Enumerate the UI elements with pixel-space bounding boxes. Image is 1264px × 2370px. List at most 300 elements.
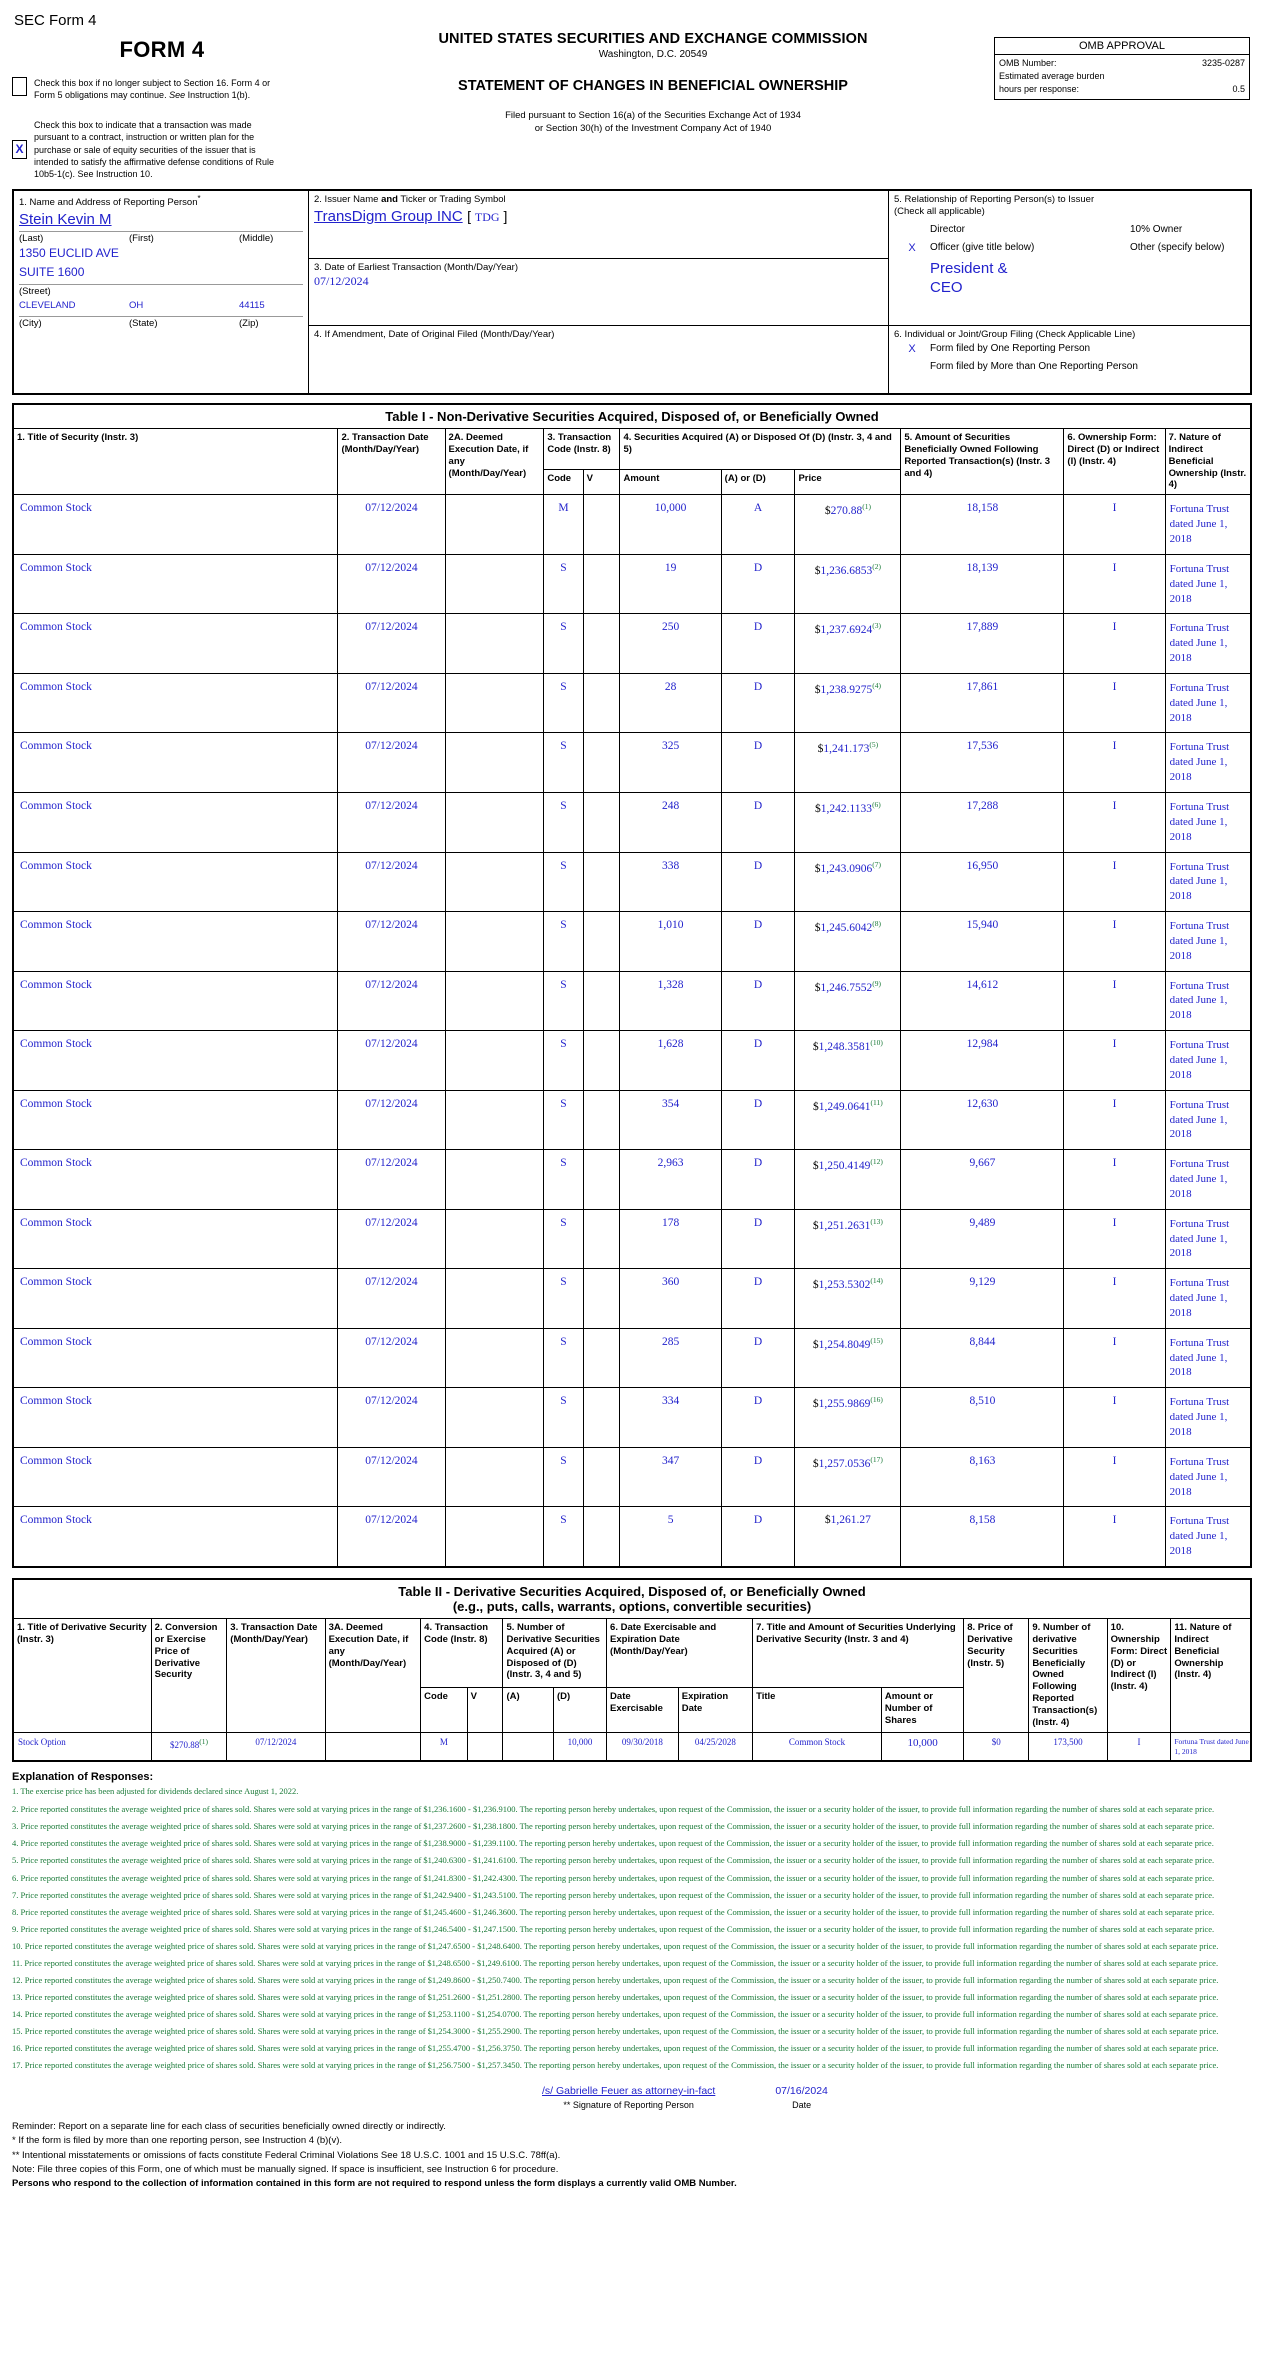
officer-title-line-1: President &: [930, 260, 1008, 278]
form-number: FORM 4: [119, 37, 205, 62]
city-state-zip-labels: [19, 316, 303, 329]
officer-checkmark: X: [908, 241, 916, 254]
cell-amount: 5: [620, 1507, 721, 1567]
th-nature-indirect-ownership: 7. Nature of Indirect Beneficial Ownership (Instr. 4): [1165, 428, 1251, 494]
city-value: CLEVELAND: [19, 300, 76, 312]
cell-transaction-code: S: [544, 1328, 583, 1388]
cell-acquired-disposed: D: [721, 852, 795, 912]
agency-city: Washington, D.C. 20549: [598, 49, 708, 60]
cell-amount: 250: [620, 614, 721, 674]
signature-name-caption: ** Signature of Reporting Person: [563, 2100, 694, 2111]
th-securities-acquired-disposed: 4. Securities Acquired (A) or Disposed Of (D) (Instr. 3, 4 and 5): [620, 428, 901, 469]
cell-ownership-form: I: [1064, 1507, 1165, 1567]
cell-acquired-disposed: D: [721, 1269, 795, 1329]
cell-security-title: Common Stock: [13, 1209, 338, 1269]
label-middle: (Middle): [239, 233, 274, 245]
table-row: [13, 1031, 1251, 1091]
cell-transaction-code: S: [544, 733, 583, 793]
table-row: [13, 673, 1251, 733]
cell-transaction-code: M: [544, 495, 583, 555]
document-footer: [12, 2120, 1252, 2191]
cell2-transaction-date: 07/12/2024: [227, 1732, 325, 1761]
th2-underlying-amount: Amount or Number of Shares: [881, 1688, 963, 1733]
cell-amount: 1,628: [620, 1031, 721, 1091]
th2-nature-indirect-ownership: 11. Nature of Indirect Beneficial Ownership (Instr. 4): [1171, 1618, 1251, 1732]
cell-transaction-date: 07/12/2024: [338, 554, 445, 614]
th-ownership-form: 6. Ownership Form: Direct (D) or Indirect (I) (Instr. 4): [1064, 428, 1165, 494]
one-person-checkmark: X: [908, 343, 916, 356]
cell-v: [583, 733, 620, 793]
table-row: [13, 1447, 1251, 1507]
cell2-transaction-code: M: [421, 1732, 467, 1761]
table-row: [13, 495, 1251, 555]
cell-ownership-form: I: [1064, 1031, 1165, 1091]
reporting-person-name-link[interactable]: Stein Kevin M: [19, 211, 112, 229]
cell-transaction-date: 07/12/2024: [338, 1031, 445, 1091]
cell-ownership-form: I: [1064, 852, 1165, 912]
cell-transaction-code: S: [544, 971, 583, 1031]
box-5-label-1: 5. Relationship of Reporting Person(s) to Issuer: [894, 193, 1095, 205]
cell-ownership-form: I: [1064, 1090, 1165, 1150]
cell-deemed-date: [445, 1269, 544, 1329]
box-5-label-2: (Check all applicable): [894, 206, 985, 218]
cell-transaction-code: S: [544, 1447, 583, 1507]
cell-transaction-date: 07/12/2024: [338, 1209, 445, 1269]
cell-transaction-date: 07/12/2024: [338, 1447, 445, 1507]
cell-ownership-form: I: [1064, 793, 1165, 853]
cell-acquired-disposed: D: [721, 971, 795, 1031]
cell-acquired-disposed: D: [721, 554, 795, 614]
cell-deemed-date: [445, 1209, 544, 1269]
cell-price: $1,242.1133$^{(6)}$: [795, 793, 901, 853]
cell-nature-indirect: Fortuna Trust dated June 1, 2018: [1165, 852, 1251, 912]
table-row: [13, 1090, 1251, 1150]
explanation-note: 13. Price reported constitutes the average weighted price of shares sold. Shares were sold at varying prices in the range of $1,251.2600 - $1,251.2800. The reporting person hereby undertakes, upon request of the Commission, the issuer or a security holder of the issuer, to provide full information regarding the number of shares sold at each separate price.: [12, 1991, 1219, 2002]
cell-ownership-form: I: [1064, 554, 1165, 614]
cell-transaction-code: S: [544, 554, 583, 614]
box-2-label-a: 2. Issuer Name: [314, 193, 382, 205]
zip-value: 44115: [239, 300, 265, 312]
box-1-label-text: 1. Name and Address of Reporting Person: [19, 197, 198, 209]
th2-expiration-date: Expiration Date: [678, 1688, 752, 1733]
signature-block: [12, 2085, 1252, 2110]
cell-ownership-form: I: [1064, 673, 1165, 733]
table-1-body: [13, 495, 1251, 1567]
box-1-label: 1. Name and Address of Reporting Person*: [19, 193, 201, 209]
table-row: [13, 733, 1251, 793]
explanation-note: 16. Price reported constitutes the average weighted price of shares sold. Shares were sold at varying prices in the range of $1,255.4700 - $1,256.3750. The reporting person hereby undertakes, upon request of the Commission, the issuer or a security holder of the issuer, to provide full information regarding the number of shares sold at each separate price.: [12, 2043, 1219, 2053]
cell-v: [583, 614, 620, 674]
cell-security-title: Common Stock: [13, 733, 338, 793]
explanation-note: 4. Price reported constitutes the average weighted price of shares sold. Shares were sold at varying prices in the range of $1,238.9000 - $1,239.1100. The reporting person hereby undertakes, upon request of the Commission, the issuer or a security holder of the issuer, to provide full information regarding the number of shares sold at each separate price.: [12, 1838, 1214, 1849]
cell-nature-indirect: Fortuna Trust dated June 1, 2018: [1165, 733, 1251, 793]
cell-amount: 28: [620, 673, 721, 733]
filing-row-one-person[interactable]: [894, 341, 1245, 359]
cell-security-title: Common Stock: [13, 1388, 338, 1448]
label-city: (City): [19, 317, 42, 329]
label-first: (First): [129, 233, 154, 245]
cell-owned-following: 12,984: [901, 1031, 1064, 1091]
relationship-row-director[interactable]: [894, 222, 1245, 237]
agency-name: UNITED STATES SECURITIES AND EXCHANGE COMMISSION: [438, 31, 868, 47]
footer-omb-notice: Persons who respond to the collection of information contained in this form are not required to respond unless the form displays a currently valid OMB Number.: [12, 2178, 737, 2190]
table-2-derivative: [12, 1578, 1252, 1762]
th2-code: Code: [421, 1688, 467, 1733]
explanation-note: 6. Price reported constitutes the average weighted price of shares sold. Shares were sold at varying prices in the range of $1,241.8300 - $1,242.4300. The reporting person hereby undertakes, upon request of the Commission, the issuer or a security holder of the issuer, to provide full information regarding the number of shares sold at each separate price.: [12, 1872, 1215, 1883]
cell-amount: 325: [620, 733, 721, 793]
city-state-zip-row: [19, 298, 303, 314]
cell2-conversion-price: $270.88$^{(1)}$: [151, 1732, 227, 1761]
box-4-amendment-date: [309, 326, 888, 393]
omb-number-label: OMB Number:: [999, 58, 1057, 68]
street-address-1: 1350 EUCLID AVE: [19, 246, 119, 261]
cell-nature-indirect: Fortuna Trust dated June 1, 2018: [1165, 1209, 1251, 1269]
ticker-bracket-open: [: [467, 208, 475, 225]
omb-hours-row: [999, 83, 1245, 96]
cell-acquired-disposed: D: [721, 673, 795, 733]
table-row: [13, 1328, 1251, 1388]
explanation-note: 8. Price reported constitutes the average weighted price of shares sold. Shares were sold at varying prices in the range of $1,245.4600 - $1,246.3600. The reporting person hereby undertakes, upon request of the Commission, the issuer or a security holder of the issuer, to provide full information regarding the number of shares sold at each separate price.: [12, 1906, 1215, 1917]
checkbox-section-16-italic: See: [169, 90, 186, 101]
cell-owned-following: 8,163: [901, 1447, 1064, 1507]
table-row: [13, 614, 1251, 674]
explanation-note: 3. Price reported constitutes the average weighted price of shares sold. Shares were sold at varying prices in the range of $1,237.2600 - $1,238.1800. The reporting person hereby undertakes, upon request of the Commission, the issuer or a security holder of the issuer, to provide full information regarding the number of shares sold at each separate price.: [12, 1821, 1215, 1832]
cell-ownership-form: I: [1064, 1447, 1165, 1507]
relationship-row-officer[interactable]: [894, 240, 1245, 257]
cell-price: $270.88$^{(1)}$: [795, 495, 901, 555]
explanation-note: 5. Price reported constitutes the average weighted price of shares sold. Shares were sold at varying prices in the range of $1,240.6300 - $1,241.6100. The reporting person hereby undertakes, upon request of the Commission, the issuer or a security holder of the issuer, to provide full information regarding the number of shares sold at each separate price.: [12, 1855, 1215, 1866]
many-persons-label: Form filed by More than One Reporting Person: [930, 360, 1138, 372]
cell-deemed-date: [445, 912, 544, 972]
cell-nature-indirect: Fortuna Trust dated June 1, 2018: [1165, 1447, 1251, 1507]
cell-security-title: Common Stock: [13, 1150, 338, 1210]
table-row: [13, 971, 1251, 1031]
box-3-earliest-transaction: [309, 259, 888, 326]
cell-acquired-disposed: D: [721, 1150, 795, 1210]
checkbox-section-16-text: Check this box if no longer subject to Section 16. Form 4 or Form 5 obligations may continue.: [34, 78, 271, 101]
cell-transaction-date: 07/12/2024: [338, 673, 445, 733]
cell-owned-following: 17,288: [901, 793, 1064, 853]
th-price: Price: [795, 470, 901, 495]
table-row: [13, 852, 1251, 912]
ticker-symbol: TDG: [474, 210, 500, 225]
box-2-label-c: Ticker or Trading Symbol: [397, 193, 506, 205]
th2-a: (A): [503, 1688, 553, 1733]
cell-security-title: Common Stock: [13, 1031, 338, 1091]
cell-price: $1,246.7552$^{(9)}$: [795, 971, 901, 1031]
footer-note-line: Note: File three copies of this Form, one of which must be manually signed. If space is insufficient, see Instruction 6 for procedure.: [12, 2163, 559, 2175]
cell-v: [583, 495, 620, 555]
cell-owned-following: 8,510: [901, 1388, 1064, 1448]
checkbox-section-16-label: [34, 77, 274, 101]
cell-price: $1,251.2631$^{(13)}$: [795, 1209, 901, 1269]
cell-deemed-date: [445, 614, 544, 674]
cell-amount: 248: [620, 793, 721, 853]
officer-label: Officer (give title below): [930, 241, 1035, 253]
cell-ownership-form: I: [1064, 912, 1165, 972]
th-deemed-execution-date: 2A. Deemed Execution Date, if any (Month/Day/Year): [445, 428, 544, 494]
checkbox-section-16-text2: Instruction 1(b).: [185, 90, 251, 101]
cell-v: [583, 1388, 620, 1448]
cell-amount: 334: [620, 1388, 721, 1448]
cell-acquired-disposed: D: [721, 1447, 795, 1507]
table-2-caption-line-1: Table II - Derivative Securities Acquired, Disposed of, or Beneficially Owned: [398, 1583, 866, 1599]
cell-price: $1,248.3581$^{(10)}$: [795, 1031, 901, 1091]
footer-star-note: * If the form is filed by more than one reporting person, see Instruction 4 (b)(v).: [12, 2135, 343, 2147]
table-2-caption-line-2: (e.g., puts, calls, warrants, options, convertible securities): [452, 1598, 812, 1614]
boxes-2-3-4-column: [309, 191, 889, 393]
label-street: (Street): [19, 285, 51, 297]
cell-owned-following: 17,861: [901, 673, 1064, 733]
cell-ownership-form: I: [1064, 733, 1165, 793]
signature-date-caption: Date: [792, 2100, 812, 2111]
issuer-line: [314, 208, 883, 226]
cell-owned-following: 15,940: [901, 912, 1064, 972]
filed-line-1: Filed pursuant to Section 16(a) of the Securities Exchange Act of 1934: [505, 110, 801, 121]
cell-amount: 2,963: [620, 1150, 721, 1210]
cell-ownership-form: I: [1064, 971, 1165, 1031]
cell-amount: 10,000: [620, 495, 721, 555]
box-1-name-subrow: [19, 231, 303, 244]
th2-underlying-securities: 7. Title and Amount of Securities Underlying Derivative Security (Instr. 3 and 4): [753, 1618, 964, 1687]
cell-deemed-date: [445, 1090, 544, 1150]
cell-security-title: Common Stock: [13, 793, 338, 853]
cell-nature-indirect: Fortuna Trust dated June 1, 2018: [1165, 1388, 1251, 1448]
cell-amount: 178: [620, 1209, 721, 1269]
cell2-v: [467, 1732, 503, 1761]
explanation-note: 1. The exercise price has been adjusted for dividends declared since August 1, 2022.: [12, 1786, 299, 1797]
table-1-non-derivative: [12, 403, 1252, 1568]
omb-hours-value: 0.5: [1232, 84, 1245, 95]
cell-security-title: Common Stock: [13, 912, 338, 972]
th2-conversion-price: 2. Conversion or Exercise Price of Derivative Security: [151, 1618, 227, 1732]
omb-number-value: 3235-0287: [1201, 58, 1245, 68]
signature-date-column: [775, 2085, 828, 2110]
cell-deemed-date: [445, 1388, 544, 1448]
cell-acquired-disposed: D: [721, 614, 795, 674]
cell-price: $1,254.8049$^{(15)}$: [795, 1328, 901, 1388]
box-2-label: [314, 194, 883, 206]
cell-ownership-form: I: [1064, 1388, 1165, 1448]
cell-security-title: Common Stock: [13, 554, 338, 614]
cell-acquired-disposed: D: [721, 912, 795, 972]
th2-date-exercisable-expiration: 6. Date Exercisable and Expiration Date (Month/Day/Year): [607, 1618, 753, 1687]
checkbox-section-16[interactable]: [12, 77, 27, 96]
cell-transaction-code: S: [544, 673, 583, 733]
cell-v: [583, 912, 620, 972]
cell-nature-indirect: Fortuna Trust dated June 1, 2018: [1165, 554, 1251, 614]
cell-transaction-date: 07/12/2024: [338, 1328, 445, 1388]
cell-ownership-form: I: [1064, 1150, 1165, 1210]
table-row: [13, 1388, 1251, 1448]
cell-deemed-date: [445, 673, 544, 733]
cell-owned-following: 9,667: [901, 1150, 1064, 1210]
explanation-note: 14. Price reported constitutes the average weighted price of shares sold. Shares were sold at varying prices in the range of $1,253.1100 - $1,254.0700. The reporting person hereby undertakes, upon request of the Commission, the issuer or a security holder of the issuer, to provide full information regarding the number of shares sold at each separate price.: [12, 2008, 1219, 2019]
cell-v: [583, 673, 620, 733]
cell-security-title: Common Stock: [13, 614, 338, 674]
table-row: [13, 1209, 1251, 1269]
cell-nature-indirect: Fortuna Trust dated June 1, 2018: [1165, 793, 1251, 853]
table-1-header-row-1: [13, 428, 1251, 469]
explanation-note: 11. Price reported constitutes the average weighted price of shares sold. Shares were sold at varying prices in the range of $1,248.6500 - $1,249.6100. The reporting person hereby undertakes, upon request of the Commission, the issuer or a security holder of the issuer, to provide full information regarding the number of shares sold at each separate price.: [12, 1957, 1219, 1968]
cell2-expiration-date: 04/25/2028: [678, 1732, 752, 1761]
th2-title-derivative: 1. Title of Derivative Security (Instr. 3): [13, 1618, 151, 1732]
omb-title: OMB APPROVAL: [995, 38, 1249, 55]
cell-acquired-disposed: D: [721, 1328, 795, 1388]
cell-price: $1,241.173$^{(5)}$: [795, 733, 901, 793]
cell-security-title: Common Stock: [13, 673, 338, 733]
filing-row-many-persons[interactable]: [894, 359, 1245, 375]
table-2-header-row-1: [13, 1618, 1251, 1687]
cell-security-title: Common Stock: [13, 1447, 338, 1507]
divider-street: [19, 284, 303, 285]
cell-acquired-disposed: D: [721, 1090, 795, 1150]
other-label: Other (specify below): [1130, 241, 1225, 253]
checkbox-10b5-1-label: Check this box to indicate that a transaction was made pursuant to a contract, instruction or written plan for the purchase or sale of equity securities of the issuer that is intended to satisfy the affirmative defense conditions of Rule 10b5-1(c). See Instruction 10.: [34, 120, 274, 179]
cell-security-title: Common Stock: [13, 1090, 338, 1150]
cell-nature-indirect: Fortuna Trust dated June 1, 2018: [1165, 912, 1251, 972]
th-a-or-d: (A) or (D): [721, 470, 795, 495]
many-persons-checkmark: [894, 359, 930, 375]
cell-amount: 19: [620, 554, 721, 614]
header-left-column: [12, 31, 312, 180]
cell-owned-following: 14,612: [901, 971, 1064, 1031]
cell-transaction-date: 07/12/2024: [338, 1150, 445, 1210]
cell-deemed-date: [445, 495, 544, 555]
omb-burden-label: Estimated average burden: [999, 71, 1105, 82]
explanation-notes-list: [12, 1786, 1252, 2071]
signature-name-column: [542, 2085, 715, 2110]
cell-transaction-code: S: [544, 912, 583, 972]
cell2-price-derivative: $0: [964, 1732, 1029, 1761]
officer-title-line-2: CEO: [930, 278, 963, 296]
cell-nature-indirect: Fortuna Trust dated June 1, 2018: [1165, 1328, 1251, 1388]
cell-v: [583, 793, 620, 853]
cell-price: $1,236.6853$^{(2)}$: [795, 554, 901, 614]
statement-title: STATEMENT OF CHANGES IN BENEFICIAL OWNERSHIP: [458, 78, 848, 94]
director-label: Director: [930, 223, 966, 235]
ticker-bracket-close: ]: [499, 208, 508, 225]
th-title-of-security: 1. Title of Security (Instr. 3): [13, 428, 338, 494]
ten-percent-owner-label: 10% Owner: [1130, 223, 1183, 235]
box-3-label: 3. Date of Earliest Transaction (Month/Day/Year): [314, 261, 518, 273]
explanation-note: 12. Price reported constitutes the average weighted price of shares sold. Shares were sold at varying prices in the range of $1,249.8600 - $1,250.7400. The reporting person hereby undertakes, upon request of the Commission, the issuer or a security holder of the issuer, to provide full information regarding the number of shares sold at each separate price.: [12, 1974, 1219, 1985]
cell-ownership-form: I: [1064, 614, 1165, 674]
filed-line-2: or Section 30(h) of the Investment Company Act of 1940: [534, 122, 772, 134]
cell-security-title: Common Stock: [13, 852, 338, 912]
cell-acquired-disposed: D: [721, 1507, 795, 1567]
cell2-owned-following: 173,500: [1029, 1732, 1107, 1761]
th2-ownership-form: 10. Ownership Form: Direct (D) or Indirect (I) (Instr. 4): [1107, 1618, 1171, 1732]
cell-price: $1,257.0536$^{(17)}$: [795, 1447, 901, 1507]
cell-owned-following: 17,536: [901, 733, 1064, 793]
boxes-5-6-column: [889, 191, 1250, 393]
cell-v: [583, 554, 620, 614]
cell-nature-indirect: Fortuna Trust dated June 1, 2018: [1165, 1031, 1251, 1091]
signature-date: 07/16/2024: [775, 2085, 828, 2098]
state-value: OH: [129, 300, 144, 312]
cell2-disposed-d: 10,000: [553, 1732, 606, 1761]
checkbox-10b5-1[interactable]: X: [12, 140, 27, 159]
cell-owned-following: 9,489: [901, 1209, 1064, 1269]
cell-amount: 354: [620, 1090, 721, 1150]
cell-price: $1,250.4149$^{(12)}$: [795, 1150, 901, 1210]
cell2-derivative-title: Stock Option: [13, 1732, 151, 1761]
box-6-filing-type: [889, 326, 1250, 393]
cell-transaction-date: 07/12/2024: [338, 614, 445, 674]
cell-acquired-disposed: D: [721, 1031, 795, 1091]
cell-owned-following: 18,158: [901, 495, 1064, 555]
cell-deemed-date: [445, 554, 544, 614]
th-transaction-code: 3. Transaction Code (Instr. 8): [544, 428, 620, 469]
issuer-name-link[interactable]: TransDigm Group INC: [314, 208, 463, 226]
checkbox-10b5-1-row[interactable]: [12, 119, 312, 180]
cell-nature-indirect: Fortuna Trust dated June 1, 2018: [1165, 495, 1251, 555]
cell2-underlying-title: Common Stock: [753, 1732, 882, 1761]
cell-transaction-code: S: [544, 852, 583, 912]
cell-owned-following: 16,950: [901, 852, 1064, 912]
footer-double-star-note: ** Intentional misstatements or omissions of facts constitute Federal Criminal Violations See 18 U.S.C. 1001 and 15 U.S.C. 78ff(a).: [12, 2149, 561, 2161]
cell-deemed-date: [445, 852, 544, 912]
cell-transaction-code: S: [544, 1388, 583, 1448]
box-2-label-b: and: [381, 193, 398, 205]
cell-v: [583, 1031, 620, 1091]
cell2-ownership-form: I: [1107, 1732, 1171, 1761]
cell-nature-indirect: Fortuna Trust dated June 1, 2018: [1165, 673, 1251, 733]
label-state: (State): [129, 317, 158, 329]
cell-acquired-disposed: D: [721, 1388, 795, 1448]
th2-number-beneficially-owned: 9. Number of derivative Securities Beneficially Owned Following Reported Transaction(s) (Instr. 4): [1029, 1618, 1107, 1732]
table-1-caption-row: [13, 404, 1251, 429]
box-6-label: 6. Individual or Joint/Group Filing (Check Applicable Line): [894, 328, 1136, 340]
th-amount: Amount: [620, 470, 721, 495]
cell-transaction-code: S: [544, 793, 583, 853]
th2-price-derivative: 8. Price of Derivative Security (Instr. 5): [964, 1618, 1029, 1732]
box-4-label: 4. If Amendment, Date of Original Filed (Month/Day/Year): [314, 328, 555, 340]
cell-nature-indirect: Fortuna Trust dated June 1, 2018: [1165, 614, 1251, 674]
cell-transaction-code: S: [544, 1507, 583, 1567]
director-checkmark: [894, 222, 930, 237]
checkbox-section-16-row[interactable]: [12, 77, 312, 101]
cell-ownership-form: I: [1064, 1209, 1165, 1269]
table-2-caption: [13, 1579, 1251, 1619]
cell-nature-indirect: Fortuna Trust dated June 1, 2018: [1165, 1150, 1251, 1210]
cell-deemed-date: [445, 1150, 544, 1210]
cell-transaction-date: 07/12/2024: [338, 1507, 445, 1567]
cell-v: [583, 1328, 620, 1388]
cell-deemed-date: [445, 1507, 544, 1567]
cell-v: [583, 1150, 620, 1210]
cell-amount: 338: [620, 852, 721, 912]
explanation-heading: Explanation of Responses:: [12, 1771, 154, 1784]
cell-v: [583, 1507, 620, 1567]
cell-v: [583, 971, 620, 1031]
cell-deemed-date: [445, 793, 544, 853]
cell2-nature-indirect: Fortuna Trust dated June 1, 2018: [1171, 1732, 1251, 1761]
cell-owned-following: 8,158: [901, 1507, 1064, 1567]
cell-price: $1,245.6042$^{(8)}$: [795, 912, 901, 972]
header-center-column: [312, 31, 994, 136]
table-2-caption-row: [13, 1579, 1251, 1619]
th-amount-beneficially-owned: 5. Amount of Securities Beneficially Owned Following Reported Transaction(s) (Instr. 3 and 4): [901, 428, 1064, 494]
cell-price: $1,243.0906$^{(7)}$: [795, 852, 901, 912]
th2-number-derivative-securities: 5. Number of Derivative Securities Acquired (A) or Disposed of (D) (Instr. 3, 4 and 5): [503, 1618, 607, 1687]
cell-security-title: Common Stock: [13, 1269, 338, 1329]
cell-price: $1,237.6924$^{(3)}$: [795, 614, 901, 674]
cell-acquired-disposed: D: [721, 793, 795, 853]
cell-ownership-form: I: [1064, 1328, 1165, 1388]
box-2-issuer: [309, 191, 888, 259]
